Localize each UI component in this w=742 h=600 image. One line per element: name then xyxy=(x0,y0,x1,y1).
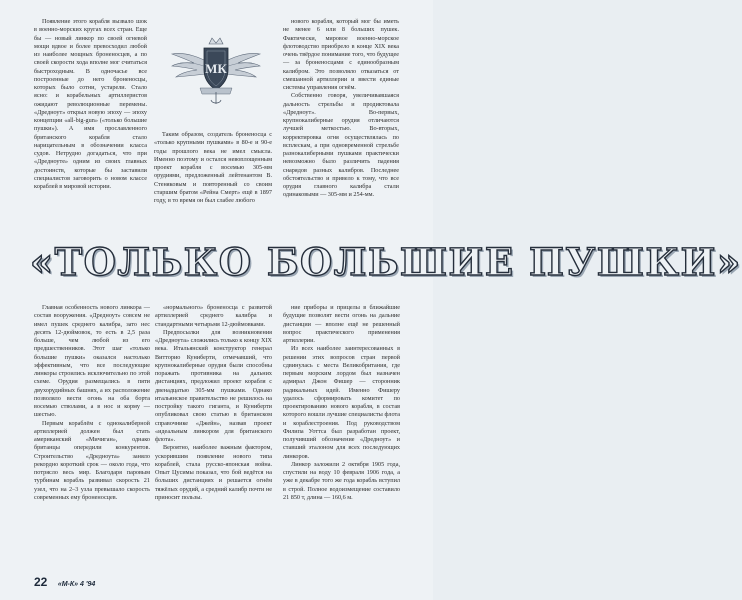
paragraph: Первым кораблём с однокалиберной артиллерией должен был стать американский «Мичиган», однако британцы опередили конкурентов. Строительство «Дредноута» заняло рекордно короткий срок — около года, что потрясло весь мир. Благодаря паровым турбинам корабль развивал скорость 21 узел, что на 2–3 узла превышало скорость современных ему броненосцев. xyxy=(34,419,150,501)
paragraph: нового корабля, который мог бы иметь не менее 6 или 8 больших пушек. Фактически, мировое военно-морское флотоводство приобрело в конце XIX века очень твёрдое понимание того, что будущее — за броненосцами с единообразным калибром. Это позволяло отказаться от смешанной артиллерии и ввести единые системы управления огнём. xyxy=(283,18,399,91)
paragraph: Таким образом, создатель броненосца с «только крупными пушками» в 80-е и 90-е годы прошлого века не имел смысла. Именно поэтому и остался невоплощенным проект корабля с восемью 305-мм орудиями, предложенный лейтенантом В. Стеняковым и повторенный со своим старшим братом «Рейна Смерт» ещё в 1897 году, в то время он был слабее любого xyxy=(154,131,272,204)
page-number: 22 xyxy=(34,575,48,589)
paragraph: Появление этого корабля вызвало шок в военно-морских кругах всех стран. Еще бы — новый линкор по своей огневой мощи вдвое и более превосходил любой из наиболее мощных броненосцев, а по своей скорости хода вполне мог считаться быстроходным. В одночасье все построенные до него броненосцы, которых было сотни, устарели. Стало ясно: и корабельных артиллеристов ожидают революционные перемены. «Дредноут» открыл новую эпоху — эпоху концепции «all-big-gun» («только большие пушки»). А имя прославленного британского корабля стало нарицательным в обозначении класса судов. Нетрудно догадаться, что при «Дредноуте» одним из своих главных достоинств, которые бы заставили специалистов заговорить о новом классе кораблей в мировой истории. xyxy=(34,18,147,190)
paragraph: Собственно говоря, увеличивавшаяся дальность стрельбы и продиктовала «Дредноут». Во-первых, крупнокалиберные орудия отличаются лучшей меткостью. Во-вторых, корректировка огня осуществлялась по всплескам, а при одновременной стрельбе разнокалиберными пушками практически невозможно было различить падения снарядов разных калибров. Последнее обстоятельство и привело к тому, что все орудия главного калибра стали одинаковыми — 305-мм и 254-мм. xyxy=(283,92,399,199)
top-right-column xyxy=(283,18,399,223)
paragraph: Предпосылки для возникновения «Дредноута» сложились только к концу XIX века. Итальянский конструктор генерал Витторио Куниберти, отмечавший, что крупнокалиберные орудия были способны поражать противника на дальних дистанциях, предложил проект корабля с двенадцатью 305-мм пушками. Однако итальянское правительство не решилось на постройку такого гиганта, и Куниберти опубликовал свою статью в британском справочнике «Джейн», назвав проект «идеальным линкором для британского флота». xyxy=(155,328,272,443)
paragraph: «нормального» броненосца с развитой артиллерией среднего калибра и стандартными четырьмя 12-дюймовками. xyxy=(155,304,272,328)
paragraph: Из всех наиболее заинтересованных в решении этих вопросов стран первой сдвинулась с места Великобритания, где первым морским лордом был назначен адмирал Джон Фишер — сторонник радикальных идей. Именно Фишеру удалось сформировать комитет по проектированию нового корабля, в состав которого вошли лучшие специалисты флота и кораблестроения. Под руководством Филипа Уоттса был разработан проект, получивший обозначение «Дредноут» и ставший эталоном для всех последующих линкоров. xyxy=(283,345,400,460)
paragraph: Главная особенность нового линкора — состав вооружения. «Дредноут» совсем не имел пушек среднего калибра, зато нес десять 12-дюймовок, то есть в 2,5 раза больше, чем любой из его предшественников. Этот шаг «только большие пушки» оказался настолько эффективным, что все последующие линкоры строились исключительно по этой схеме. Орудия размещались в пяти двухорудийных башнях, а их расположение позволяло вести огонь на оба борта восемью стволами, а в нос и корму — шестью. xyxy=(34,304,150,419)
paragraph: Линкор заложили 2 октября 1905 года, спустили на воду 10 февраля 1906 года, а уже в декабре того же года корабль вступил в строй. Полное водоизмещение составило 21 850 т, длина — 160,6 м. xyxy=(283,460,400,501)
bottom-right-column xyxy=(283,304,400,569)
paragraph: ние приборы и прицелы в ближайшие будущие позволят вести огонь на дальние дистанции — вполне ещё не решенный вопрос практического применения артиллерии. xyxy=(283,304,400,344)
bottom-left-column xyxy=(34,304,150,566)
headline-text: «ТОЛЬКО БОЛЬШИЕ ПУШКИ» xyxy=(30,240,742,284)
article-headline xyxy=(30,236,742,294)
emblem-letters: МК xyxy=(205,61,227,76)
page-footer xyxy=(34,573,154,589)
journal-name: «М-К» 4 '94 xyxy=(57,581,96,588)
magazine-emblem xyxy=(170,26,262,108)
paragraph: Вероятно, наиболее важным фактором, ускорившим появление нового типа кораблей, стала русско-японская война. Опыт Цусимы показал, что бой ведётся на больших дистанциях и решается огнём тяжёлых орудий, а средний калибр почти не приносит пользы. xyxy=(155,444,272,501)
top-left-column xyxy=(34,18,147,223)
bottom-middle-column xyxy=(155,304,272,569)
top-middle-column xyxy=(154,131,272,223)
wings-emblem-icon xyxy=(170,26,262,108)
